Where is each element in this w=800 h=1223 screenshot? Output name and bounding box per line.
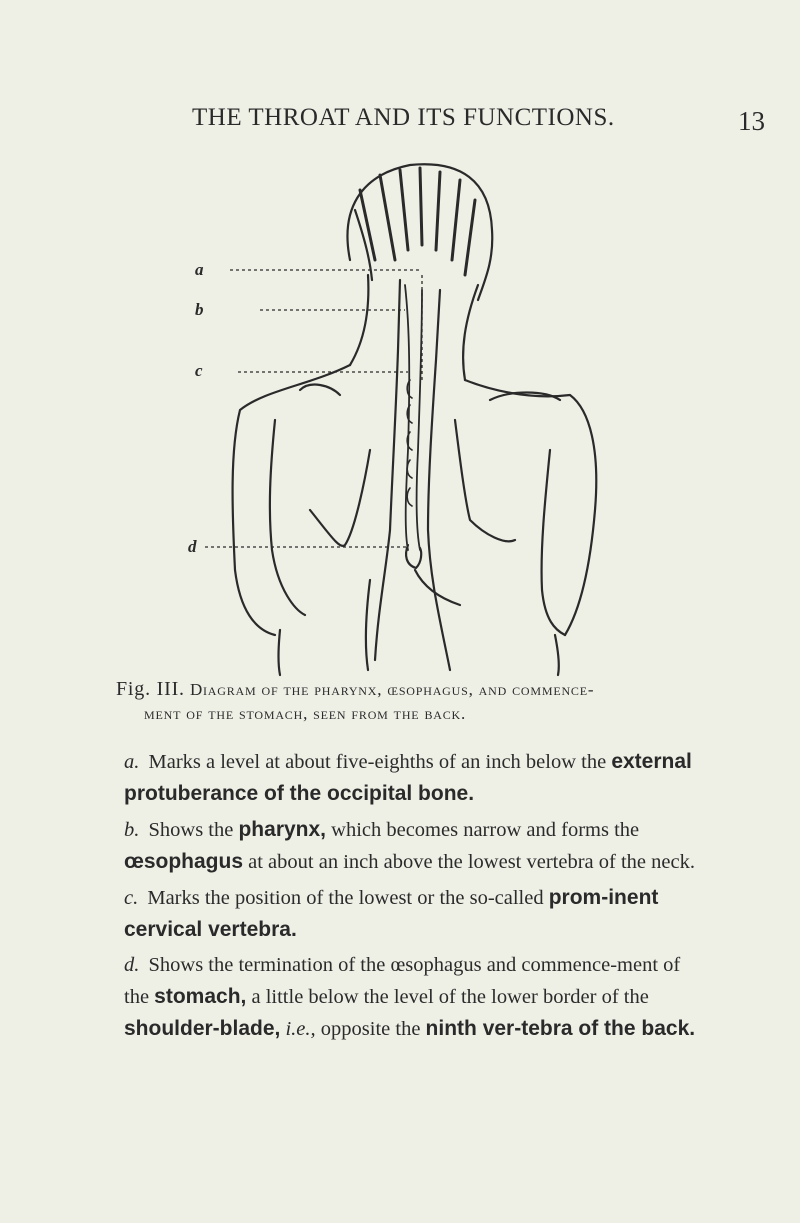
diagram-svg — [160, 150, 630, 680]
note-b-text-3: at about an inch above the lowest vertebra of the neck. — [248, 851, 695, 873]
anatomical-diagram — [160, 150, 630, 680]
left-scapula — [270, 420, 305, 615]
caption-line-2: ment of the stomach, seen from the back. — [144, 704, 467, 723]
note-c-text-1: Marks the position of the lowest or the so-called — [147, 887, 544, 909]
neck-right — [463, 285, 478, 380]
figure-notes — [124, 746, 704, 1049]
note-d-text-2: a little below the level of the lower border of the — [251, 986, 649, 1008]
label-a: a — [195, 260, 204, 279]
note-a — [124, 746, 704, 810]
oesophagus-right — [417, 290, 422, 550]
note-b-label: b. — [124, 819, 140, 841]
note-d-italic: i.e., — [285, 1018, 316, 1040]
note-a-bold: external protuberance of the occipital bone. — [124, 750, 692, 805]
note-b-text-1: Shows the — [148, 819, 234, 841]
spine-left — [375, 280, 400, 660]
left-scapula-lower — [310, 450, 370, 546]
note-b-text-2: which becomes narrow and forms the — [331, 819, 640, 841]
figure-caption — [116, 677, 716, 726]
note-c-label: c. — [124, 887, 139, 909]
page-number: 13 — [738, 106, 765, 136]
note-b — [124, 814, 704, 878]
note-d-label: d. — [124, 954, 140, 976]
hair-strokes — [360, 168, 475, 275]
figure-number: Fig. III. — [116, 678, 185, 700]
neck-left — [350, 275, 368, 365]
note-c-bold-1: prom-inent cervical vertebra. — [124, 886, 659, 941]
right-shoulder — [465, 380, 596, 635]
note-d-bold-1: stomach, — [154, 985, 247, 1008]
spine-right — [428, 290, 450, 670]
note-d — [124, 950, 704, 1045]
note-a-text: Marks a level at about five-eighths of an inch below the — [148, 751, 607, 773]
note-c — [124, 882, 704, 946]
note-d-bold-3: ninth ver-tebra of the back. — [425, 1017, 696, 1040]
left-shoulder — [233, 365, 350, 635]
running-title: THE THROAT AND ITS FUNCTIONS. — [192, 104, 615, 131]
note-d-text-1: Shows the termination of the œsophagus and commence-ment of the — [124, 954, 681, 1008]
note-d-bold-2: shoulder-blade, — [124, 1017, 281, 1040]
label-b: b — [195, 300, 204, 319]
note-b-bold-1: pharynx, — [238, 818, 327, 841]
note-a-label: a. — [124, 751, 140, 773]
right-scapula — [455, 420, 515, 541]
note-d-text-3: opposite the — [320, 1018, 421, 1040]
label-d: d — [188, 537, 197, 556]
note-b-bold-2: œsophagus — [124, 850, 243, 873]
caption-line-1: Diagram of the pharynx, œsophagus, and commence- — [189, 680, 595, 699]
label-c: c — [195, 361, 203, 380]
